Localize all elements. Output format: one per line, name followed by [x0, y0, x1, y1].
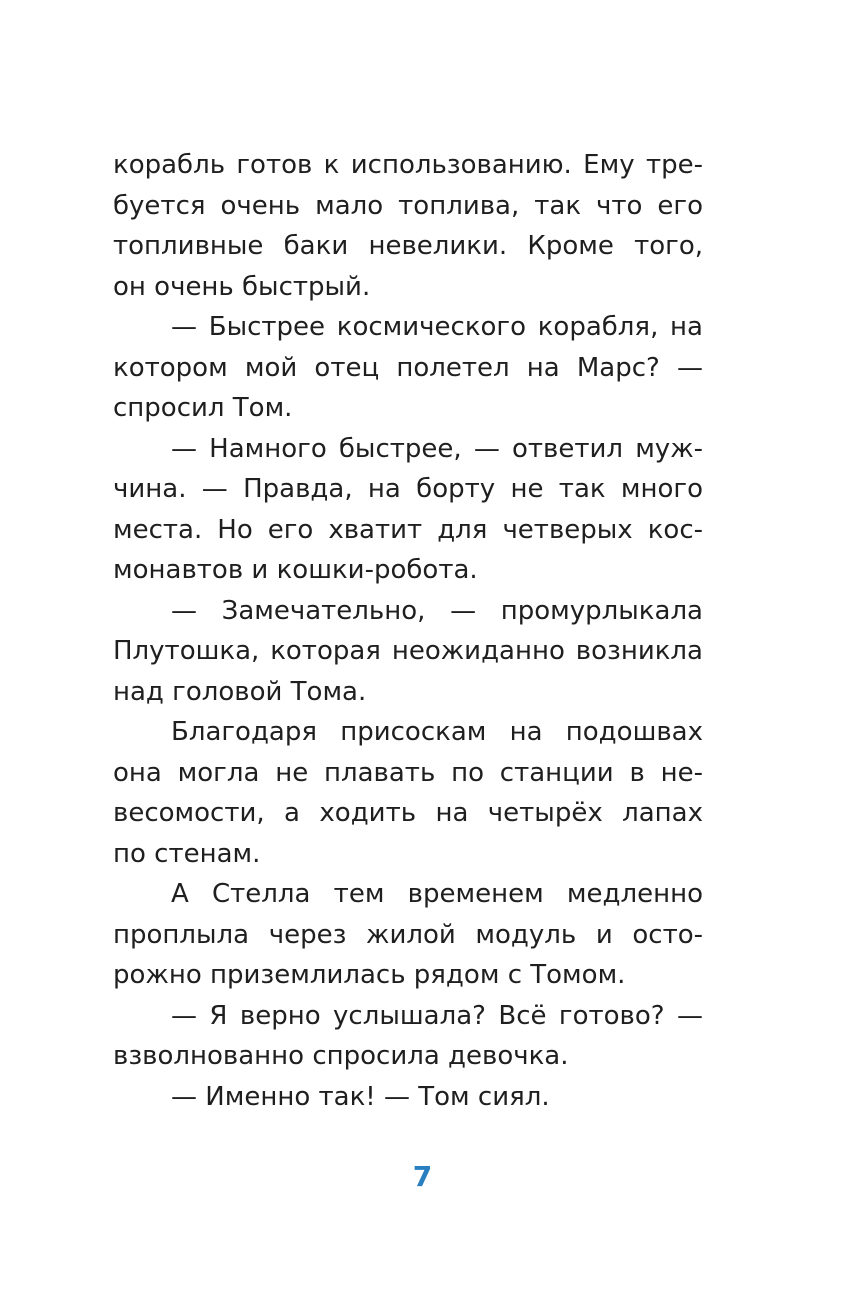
paragraph [113, 712, 703, 874]
text-line: Благодаря присоскам на подошвах [171, 717, 703, 747]
paragraph [113, 307, 703, 429]
body-text [113, 145, 703, 1117]
text-line: Плутошка, которая неожиданно возникла [113, 636, 703, 666]
text-line: взволнованно спросила девочка. [113, 1041, 569, 1071]
page-number: 7 [412, 1160, 433, 1193]
text-line: корабль готов к использованию. Ему тре- [113, 150, 703, 180]
text-line: — Я верно услышала? Всё готово? — [171, 1000, 703, 1031]
text-line: — Намного быстрее, — ответил муж- [171, 433, 703, 464]
text-line: по стенам. [113, 838, 261, 869]
paragraph [113, 429, 703, 591]
paragraph [113, 145, 703, 307]
text-line: рожно приземлилась рядом с Томом. [113, 960, 626, 990]
text-line: — Именно так! — Том сиял. [171, 1081, 550, 1112]
text-line: спросил Том. [113, 393, 293, 423]
text-line: котором мой отец полетел на Марс? — [113, 352, 703, 383]
text-line: буется очень мало топлива, так что его [113, 190, 703, 221]
text-line: проплыла через жилой модуль и осто- [113, 919, 703, 950]
text-line: монавтов и кошки-робота. [113, 555, 478, 585]
text-line: — Быстрее космического корабля, на [171, 312, 703, 342]
text-line: места. Но его хватит для четверых кос- [113, 514, 703, 545]
text-line: чина. — Правда, на борту не так много [113, 474, 703, 504]
paragraph [113, 874, 703, 996]
paragraph [113, 1077, 703, 1118]
text-line: А Стелла тем временем медленно [171, 879, 703, 909]
text-line: топливные баки невелики. Кроме того, [113, 231, 703, 261]
text-line: — Замечательно, — промурлыкала [171, 595, 703, 626]
text-line: она могла не плавать по станции в не- [113, 757, 703, 788]
text-line: над головой Тома. [113, 676, 367, 707]
paragraph [113, 996, 703, 1077]
text-line: он очень быстрый. [113, 271, 371, 302]
paragraph [113, 591, 703, 713]
text-line: весомости, а ходить на четырёх лапах [113, 798, 703, 828]
